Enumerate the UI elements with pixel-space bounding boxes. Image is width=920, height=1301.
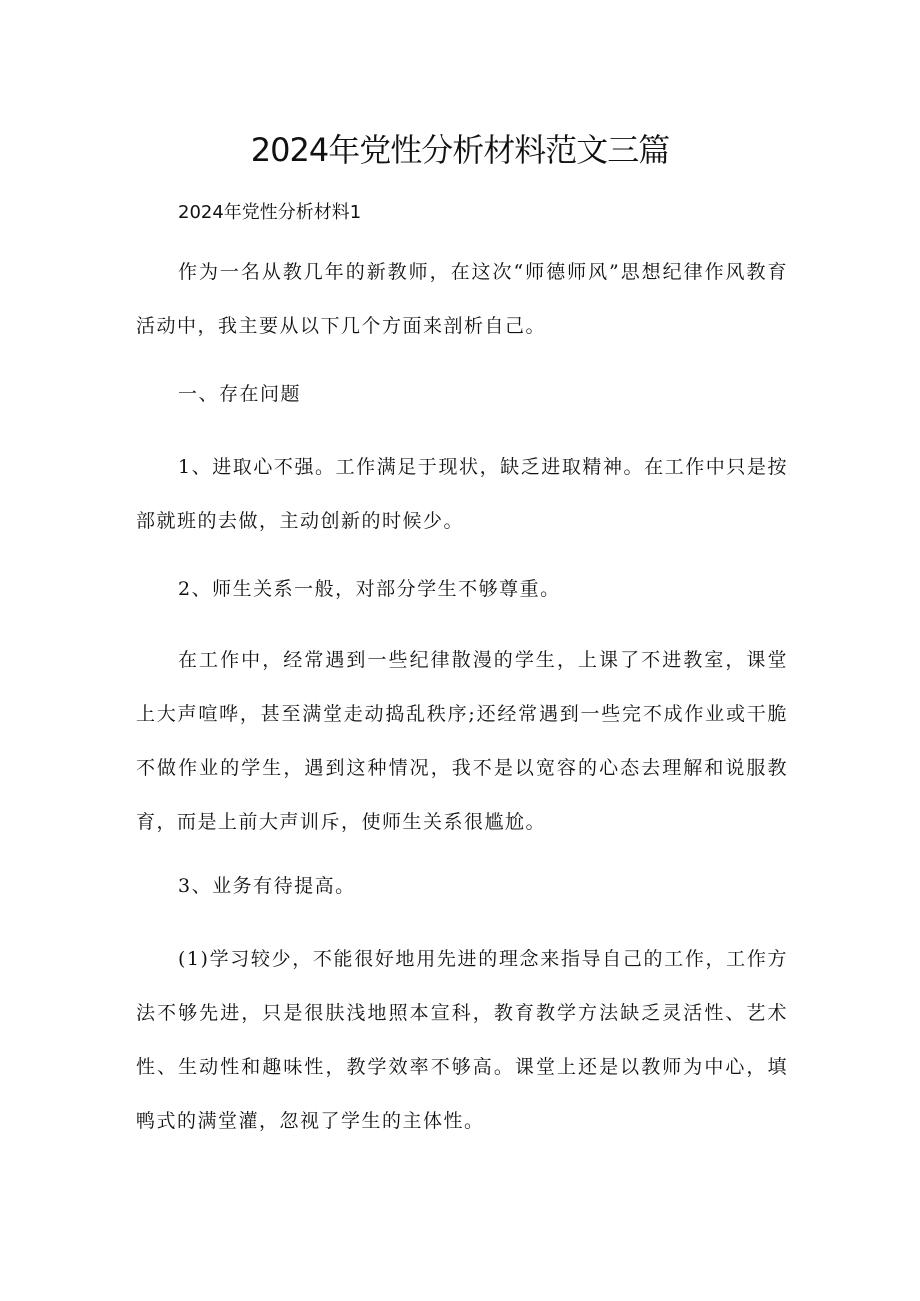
- paragraph-item-2-detail: 在工作中，经常遇到一些纪律散漫的学生，上课了不进教室，课堂上大声喧哗，甚至满堂走动捣乱秩序;还经常遇到一些完不成作业或干脆不做作业的学生，遇到这种情况，我不是以宽容的心态去理解和说服教育，而是上前大声训斥，使师生关系很尴尬。: [136, 649, 788, 833]
- paragraph-item-1: 1、进取心不强。工作满足于现状，缺乏进取精神。在工作中只是按部就班的去做，主动创新的时候少。: [136, 456, 788, 532]
- document-title: 2024年党性分析材料范文三篇: [250, 131, 670, 169]
- paragraph-item-3-detail: (1)学习较少，不能很好地用先进的理念来指导自己的工作，工作方法不够先进，只是很肤浅地照本宣科，教育教学方法缺乏灵活性、艺术性、生动性和趣味性，教学效率不够高。课堂上还是以教师为中心，填鸭式的满堂灌，忽视了学生的主体性。: [136, 948, 788, 1132]
- paragraph-intro: 作为一名从教几年的新教师，在这次“师德师风”思想纪律作风教育活动中，我主要从以下几个方面来剖析自己。: [136, 261, 788, 337]
- paragraph-item-2: 2、师生关系一般，对部分学生不够尊重。: [178, 578, 561, 600]
- paragraph-heading-problems: 一、存在问题: [178, 383, 302, 405]
- section-subtitle: 2024年党性分析材料1: [178, 202, 362, 223]
- paragraph-item-3: 3、业务有待提高。: [178, 875, 356, 897]
